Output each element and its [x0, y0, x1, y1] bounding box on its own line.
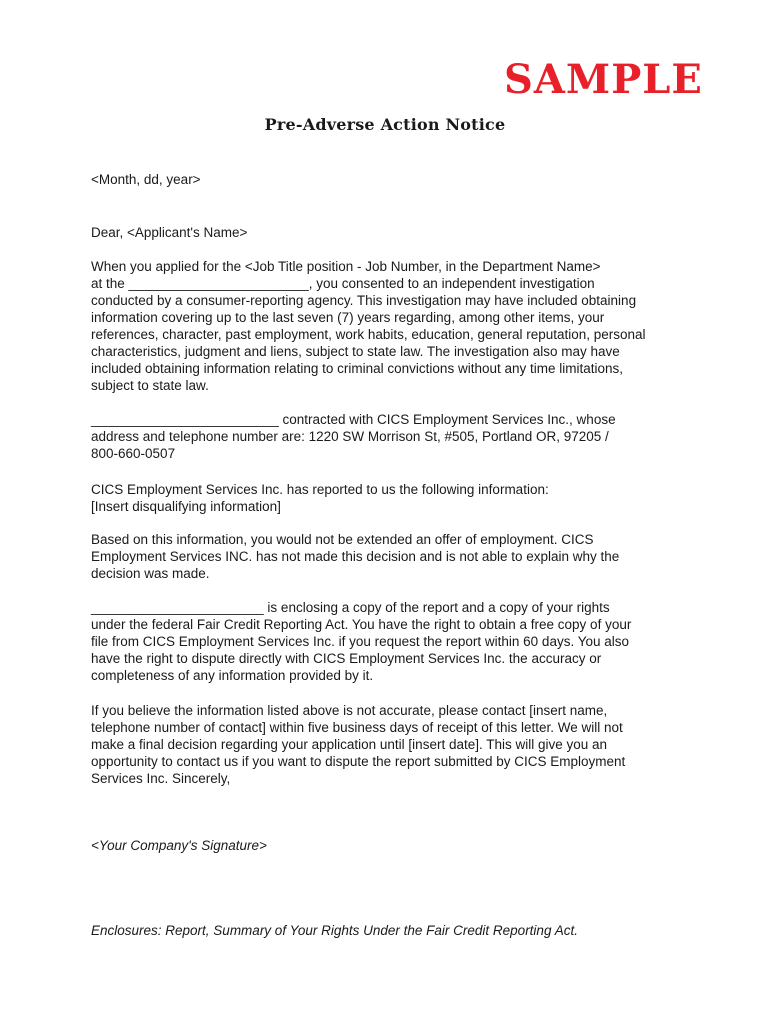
- date-placeholder: <Month, dd, year>: [91, 172, 201, 187]
- salutation: Dear, <Applicant's Name>: [91, 225, 248, 240]
- paragraph-line: Services Inc. Sincerely,: [91, 771, 231, 786]
- paragraph-line: included obtaining information relating to criminal convictions without any time limitations,: [91, 361, 624, 376]
- enclosures-line: Enclosures: Report, Summary of Your Rights Under the Fair Credit Reporting Act.: [91, 923, 578, 938]
- paragraph-line: [Insert disqualifying information]: [91, 499, 281, 514]
- paragraph-consent: [91, 258, 691, 394]
- paragraph-line: information covering up to the last seven (7) years regarding, among other items, your: [91, 310, 605, 325]
- paragraph-line: _________________________ contracted with CICS Employment Services Inc., whose: [91, 412, 616, 427]
- paragraph-line: telephone number of contact] within five business days of receipt of this letter. We will not: [91, 720, 623, 735]
- paragraph-reported-info: [91, 481, 691, 515]
- page-title: Pre-Adverse Action Notice: [264, 115, 506, 134]
- paragraph-line: CICS Employment Services Inc. has reported to us the following information:: [91, 482, 549, 497]
- paragraph-line: When you applied for the <Job Title position - Job Number, in the Department Name>: [91, 259, 601, 274]
- sample-stamp: SAMPLE: [504, 56, 703, 103]
- paragraph-line: under the federal Fair Credit Reporting Act. You have the right to obtain a free copy of your: [91, 617, 632, 632]
- paragraph-line: decision was made.: [91, 566, 210, 581]
- paragraph-line: references, character, past employment, work habits, education, general reputation, personal: [91, 327, 646, 342]
- paragraph-dispute: [91, 702, 691, 787]
- paragraph-line: have the right to dispute directly with CICS Employment Services Inc. the accuracy or: [91, 651, 602, 666]
- paragraph-line: make a final decision regarding your application until [insert date]. This will give you an: [91, 737, 608, 752]
- paragraph-line: Based on this information, you would not be extended an offer of employment. CICS: [91, 532, 594, 547]
- paragraph-line: address and telephone number are: 1220 SW Morrison St, #505, Portland OR, 97205 /: [91, 429, 609, 444]
- paragraph-line: completeness of any information provided by it.: [91, 668, 374, 683]
- paragraph-line: characteristics, judgment and liens, subject to state law. The investigation also may have: [91, 344, 620, 359]
- paragraph-line: at the ________________________, you consented to an independent investigation: [91, 276, 595, 291]
- paragraph-line: opportunity to contact us if you want to dispute the report submitted by CICS Employment: [91, 754, 626, 769]
- paragraph-line: If you believe the information listed above is not accurate, please contact [insert name,: [91, 703, 608, 718]
- paragraph-rights: [91, 599, 691, 684]
- paragraph-line: subject to state law.: [91, 378, 209, 393]
- signature-placeholder: <Your Company's Signature>: [91, 838, 267, 853]
- paragraph-line: Employment Services INC. has not made this decision and is not able to explain why the: [91, 549, 620, 564]
- paragraph-agency-contact: [91, 411, 691, 462]
- paragraph-line: conducted by a consumer-reporting agency. This investigation may have included obtaining: [91, 293, 637, 308]
- paragraph-line: file from CICS Employment Services Inc. if you request the report within 60 days. You also: [91, 634, 630, 649]
- paragraph-line: 800-660-0507: [91, 446, 176, 461]
- paragraph-decision: [91, 531, 691, 582]
- paragraph-line: _______________________ is enclosing a copy of the report and a copy of your rights: [91, 600, 610, 615]
